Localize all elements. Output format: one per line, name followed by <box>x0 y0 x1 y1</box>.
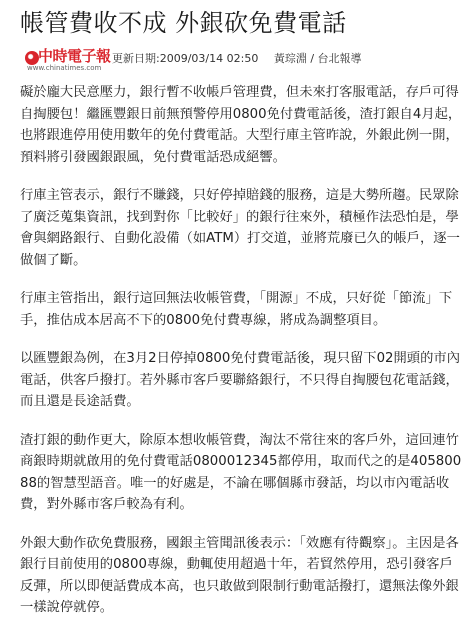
article-source-row <box>20 46 466 74</box>
article-paragraph: 外銀大動作砍免費服務，國銀主管聞訊後表示：「效應有待觀察」。主因是各銀行目前使用的0800專線，動輒使用超過十年，若貿然停用，恐引發客戶反彈，所以即便話費成本高，也只敢做到限制行動電話撥打，還無法像外銀一樣說停就停。 <box>20 535 459 615</box>
logo-text: 中時電子報 <box>38 47 111 65</box>
report-location: 台北報導 <box>317 52 362 65</box>
article-paragraph: 行庫主管指出，銀行這回無法收帳管費，「開源」不成，只好從「節流」下手，推估成本居高不下的0800免付費專線，將成為調整項目。 <box>20 291 453 328</box>
article-meta <box>112 52 362 66</box>
updated-value: 2009/03/14 02:50 <box>159 52 259 65</box>
article-paragraph: 礙於龐大民意壓力，銀行暫不收帳戶管理費，但未來打客服電話，存戶可得自掏腰包！繼匯豐銀日前無預警停用0800免付費電話後，渣打銀自4月起，也將跟進停用使用數年的免付費電話。大型行庫主管昨說，外銀此例一開，預料將引發國銀跟風，免付費電話恐成絕響。 <box>20 85 462 165</box>
article-paragraph: 渣打銀的動作更大，除原本想收帳管費，淘汰不常往來的客戶外，這回連竹商銀時期就啟用的免付費電話0800012345都停用，取而代之的是40580088的智慧型語音。唯一的好處是，不論在哪個縣市發話，均以市內電話收費，對外縣市客戶較為有利。 <box>20 432 462 512</box>
logo-url: www.chinatimes.com <box>27 64 102 72</box>
article-paragraph: 以匯豐銀為例，在3月2日停掉0800免付費電話後，現只留下02開頭的市內電話，供客戶撥打。若外縣市客戶要聯絡銀行，不只得自掏腰包花電話錢，而且還是長途話費。 <box>20 351 460 409</box>
article-paragraph: 行庫主管表示，銀行不賺錢，只好停掉賠錢的服務，這是大勢所趨。民眾除了廣泛蒐集資訊，找到對你「比較好」的銀行往來外，積極作法恐怕是，學會與網路銀行、自動化設備（如ATM）打交道，並將荒廢已久的帳戶，逐一做個了斷。 <box>20 188 460 268</box>
meta-divider: / <box>306 52 318 65</box>
logo-mark-icon <box>25 51 39 65</box>
updated-label: 更新日期: <box>112 52 160 65</box>
article-headline: 帳管費收不成 外銀砍免費電話 <box>20 9 347 37</box>
author-name: 黃琮淵 <box>273 52 307 65</box>
chinatimes-logo[interactable] <box>25 47 111 73</box>
